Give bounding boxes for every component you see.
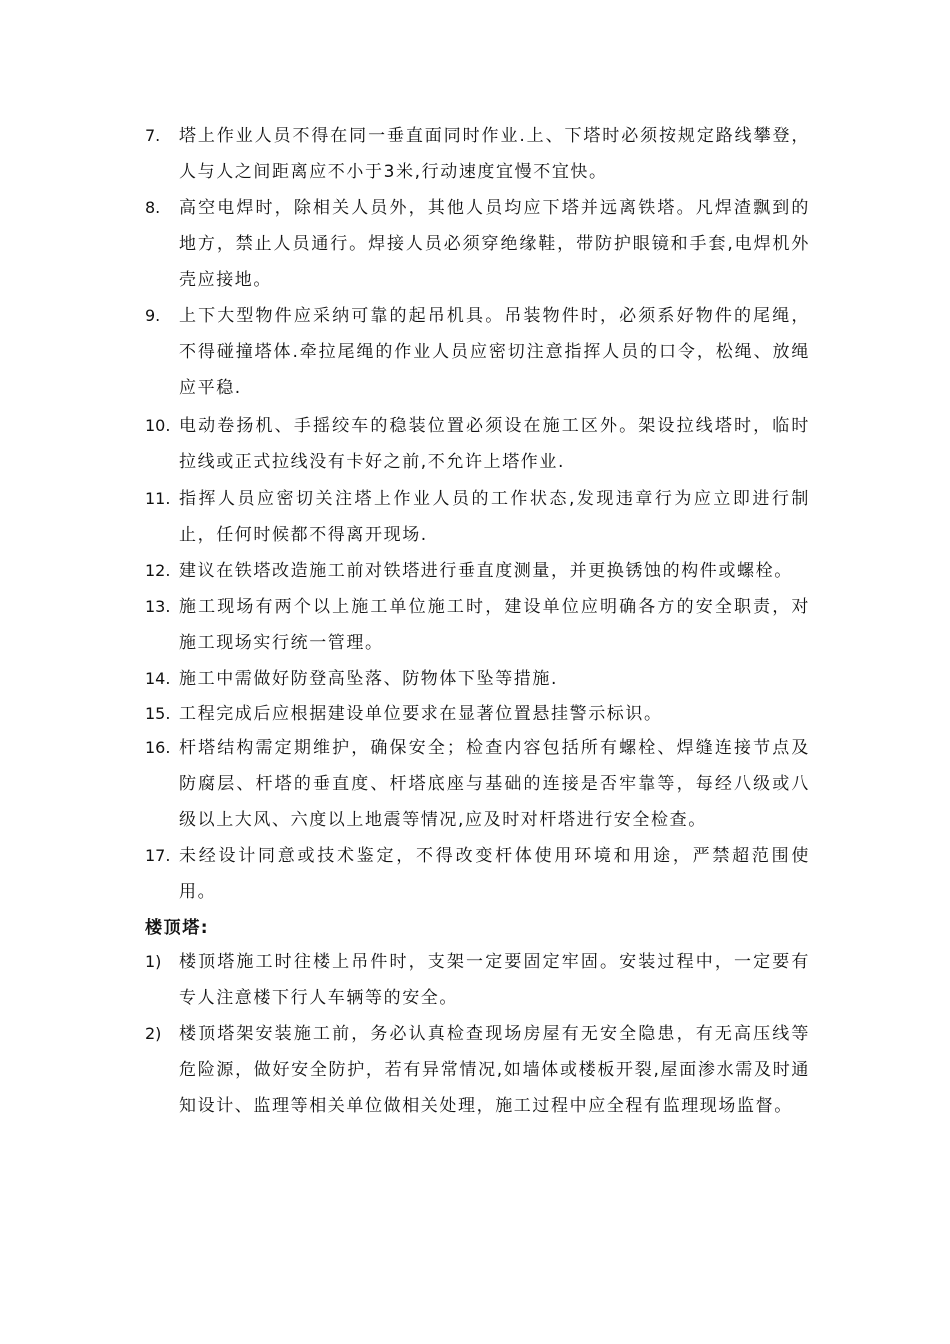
list-item-14 <box>145 661 810 697</box>
item-text: 未经设计同意或技术鉴定，不得改变杆体使用环境和用途，严禁超范围使用。 <box>179 846 810 902</box>
item-text: 施工现场有两个以上施工单位施工时，建设单位应明确各方的安全职责，对施工现场实行统一管理。 <box>179 597 810 653</box>
item-text: 高空电焊时，除相关人员外，其他人员均应下塔并远离铁塔。凡焊渣飘到的地方，禁止人员通行。焊接人员必须穿绝缘鞋，带防护眼镜和手套,电焊机外壳应接地。 <box>179 198 810 290</box>
item-number: 10. <box>145 416 171 435</box>
item-text: 指挥人员应密切关注塔上作业人员的工作状态,发现违章行为应立即进行制止，任何时候都不得离开现场. <box>179 489 810 545</box>
item-text: 杆塔结构需定期维护，确保安全；检查内容包括所有螺栓、焊缝连接节点及防腐层、杆塔的垂直度、杆塔底座与基础的连接是否牢靠等，每经八级或八级以上大风、六度以上地震等情况,应及时对杆塔进行安全检查。 <box>179 738 810 830</box>
list-item-12 <box>145 553 810 589</box>
list-item-10 <box>145 408 810 480</box>
item-text: 上下大型物件应采纳可靠的起吊机具。吊装物件时，必须系好物件的尾绳，不得碰撞塔体.牵拉尾绳的作业人员应密切注意指挥人员的口令，松绳、放绳应平稳. <box>179 306 810 398</box>
item-number: 7. <box>145 126 161 145</box>
item-text: 塔上作业人员不得在同一垂直面同时作业.上、下塔时必须按规定路线攀登，人与人之间距离应不小于3米,行动速度宜慢不宜快。 <box>179 126 810 182</box>
item-number: 12. <box>145 561 171 580</box>
list-item-15 <box>145 696 810 732</box>
item-number: 13. <box>145 597 171 616</box>
list-item-13 <box>145 589 810 661</box>
list-item-11 <box>145 481 810 553</box>
section-heading: 楼顶塔: <box>145 918 210 938</box>
item-text: 工程完成后应根据建设单位要求在显著位置悬挂警示标识。 <box>179 704 663 724</box>
list-item-9 <box>145 298 810 406</box>
section-list-item-1 <box>145 944 810 1016</box>
item-text: 电动卷扬机、手摇绞车的稳装位置必须设在施工区外。架设拉线塔时，临时拉线或正式拉线没有卡好之前,不允许上塔作业. <box>179 416 810 472</box>
item-number: 9. <box>145 306 161 325</box>
list-item-8 <box>145 190 810 298</box>
item-number: 2) <box>145 1024 162 1043</box>
item-text: 楼顶塔架安装施工前，务必认真检查现场房屋有无安全隐患，有无高压线等危险源，做好安全防护，若有异常情况,如墙体或楼板开裂,屋面渗水需及时通知设计、监理等相关单位做相关处理，施工过程中应全程有监理现场监督。 <box>179 1024 810 1116</box>
item-number: 1) <box>145 952 162 971</box>
item-number: 14. <box>145 669 171 688</box>
item-text: 建议在铁塔改造施工前对铁塔进行垂直度测量，并更换锈蚀的构件或螺栓。 <box>179 561 793 581</box>
list-item-17 <box>145 838 810 910</box>
list-item-16 <box>145 730 810 838</box>
item-number: 16. <box>145 738 171 757</box>
item-number: 8. <box>145 198 161 217</box>
item-number: 15. <box>145 704 171 723</box>
list-item-7 <box>145 118 810 190</box>
item-text: 楼顶塔施工时往楼上吊件时，支架一定要固定牢固。安装过程中，一定要有专人注意楼下行人车辆等的安全。 <box>179 952 810 1008</box>
item-number: 17. <box>145 846 171 865</box>
section-list-item-2 <box>145 1016 810 1124</box>
item-number: 11. <box>145 489 171 508</box>
item-text: 施工中需做好防登高坠落、防物体下坠等措施. <box>179 669 559 689</box>
